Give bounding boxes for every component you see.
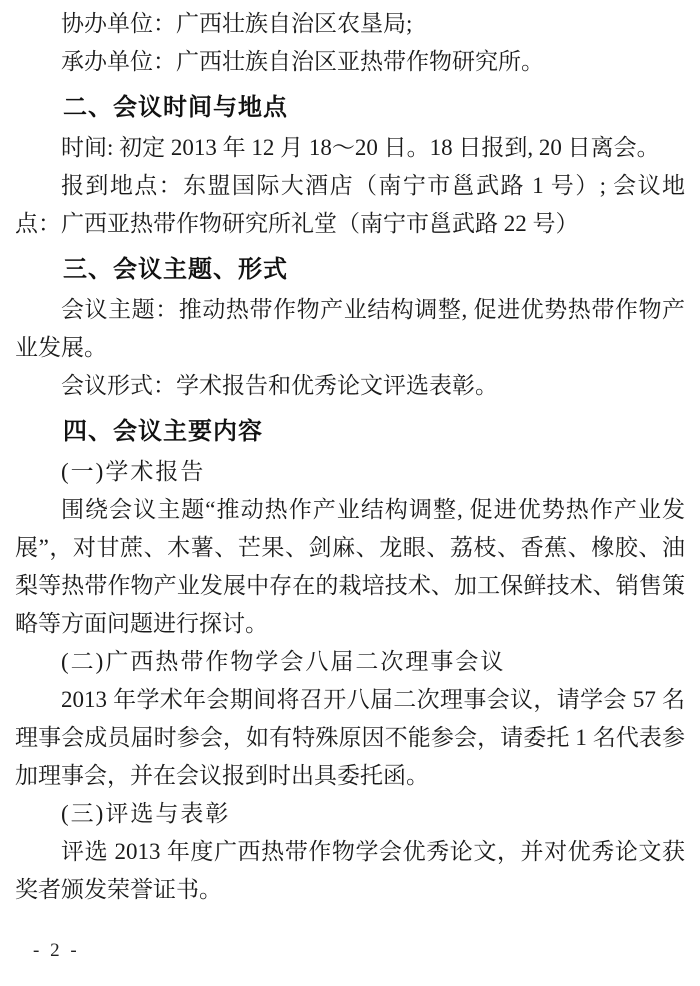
paragraph-award-selection: 评选 2013 年度广西热带作物学会优秀论文，并对优秀论文获奖者颁发荣誉证书。 bbox=[15, 839, 685, 902]
paragraph-council-meeting: 2013 年学术年会期间将召开八届二次理事会议，请学会 57 名理事会成员届时参会，如有特殊原因不能参会，请委托 1 名代表参加理事会，并在会议报到时出具委托函。 bbox=[15, 687, 685, 788]
section-heading-time-place: 二、会议时间与地点 bbox=[63, 94, 288, 121]
section-heading-theme-format: 三、会议主题、形式 bbox=[63, 256, 288, 283]
co-organizer-line: 协办单位：广西壮族自治区农垦局; bbox=[61, 11, 413, 36]
undertaker-line: 承办单位：广西壮族自治区亚热带作物研究所。 bbox=[61, 49, 544, 74]
paragraph-academic-report: 围绕会议主题“推动热作产业结构调整, 促进优势热作产业发展”，对甘蔗、木薯、芒果、剑麻、龙眼、荔枝、香蕉、橡胶、油梨等热带作物产业发展中存在的栽培技术、加工保鲜技术、销售策略等方面问题进行探讨。 bbox=[15, 497, 685, 636]
page-number: - 2 - bbox=[33, 940, 80, 961]
paragraph-meeting-place: 报到地点：东盟国际大酒店（南宁市邕武路 1 号）; 会议地点：广西亚热带作物研究所礼堂（南宁市邕武路 22 号） bbox=[15, 173, 685, 236]
paragraph-meeting-format: 会议形式：学术报告和优秀论文评选表彰。 bbox=[61, 373, 498, 398]
paragraph-meeting-time: 时间: 初定 2013 年 12 月 18～20 日。18 日报到, 20 日离会。 bbox=[61, 135, 660, 160]
section-heading-main-content: 四、会议主要内容 bbox=[63, 418, 263, 445]
paragraph-meeting-theme: 会议主题：推动热带作物产业结构调整, 促进优势热带作物产业发展。 bbox=[15, 297, 685, 360]
subheading-award-selection: (三)评选与表彰 bbox=[61, 801, 231, 826]
subheading-council-meeting: (二)广西热带作物学会八届二次理事会议 bbox=[61, 649, 506, 674]
subheading-academic-report: (一)学术报告 bbox=[61, 459, 206, 484]
